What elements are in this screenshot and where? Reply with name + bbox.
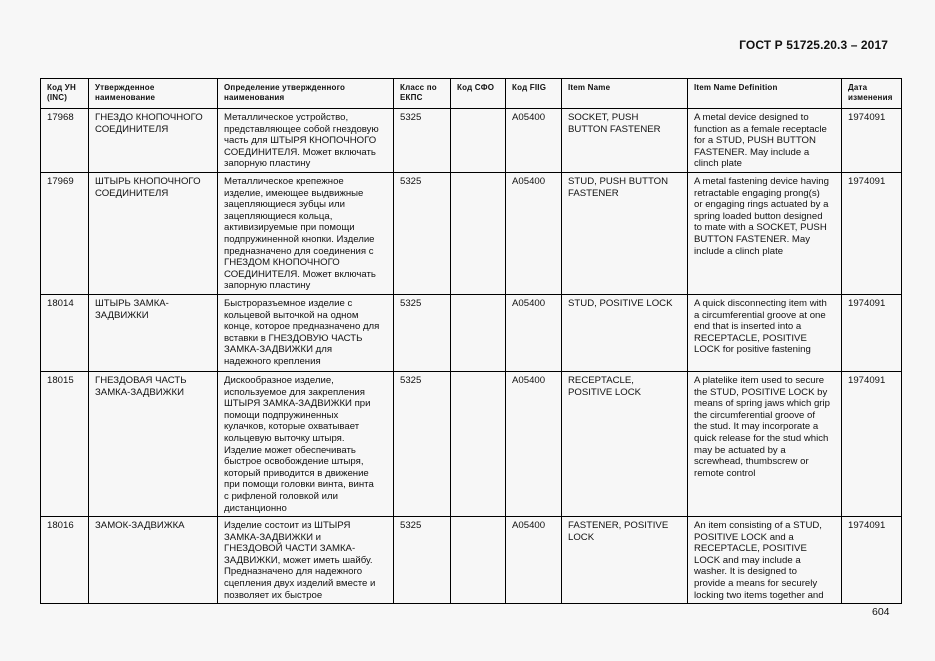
cell-change-date: 1974091	[842, 172, 902, 294]
cell-change-date: 1974091	[842, 371, 902, 516]
cell-inc-code: 17968	[41, 109, 89, 173]
cell-approved-name: ГНЕЗДО КНОПОЧНОГО СОЕДИНИТЕЛЯ	[89, 109, 218, 173]
cell-ekps-class: 5325	[394, 294, 451, 371]
page-number: 604	[872, 606, 890, 618]
header-sfo-code: Код СФО	[451, 79, 506, 109]
header-item-name: Item Name	[562, 79, 688, 109]
cell-inc-code: 18016	[41, 517, 89, 604]
cell-item-name-definition: A platelike item used to secure the STUD, POSITIVE LOCK by means of spring jaws which grip the circumferential groove of the stud. It may incorporate a quick release for the stud which may be actuated by a screwhead, thumbscrew or remote control	[688, 371, 842, 516]
cell-sfo-code	[451, 109, 506, 173]
cell-sfo-code	[451, 294, 506, 371]
cell-item-name-definition: A metal fastening device having retractable engaging prong(s) or engaging rings actuated by a spring loaded button designed to mate with a SOCKET, PUSH BUTTON FASTENER. May include a clinch plate	[688, 172, 842, 294]
cell-change-date: 1974091	[842, 109, 902, 173]
cell-fiig-code: A05400	[506, 172, 562, 294]
classification-table	[40, 78, 902, 604]
table-row	[41, 172, 902, 294]
cell-fiig-code: A05400	[506, 294, 562, 371]
cell-item-name: SOCKET, PUSH BUTTON FASTENER	[562, 109, 688, 173]
cell-approved-name: ЗАМОК-ЗАДВИЖКА	[89, 517, 218, 604]
cell-ekps-class: 5325	[394, 109, 451, 173]
header-item-name-definition: Item Name Definition	[688, 79, 842, 109]
cell-inc-code: 18015	[41, 371, 89, 516]
cell-item-name-definition: A quick disconnecting item with a circumferential groove at one end that is inserted into a RECEPTACLE, POSITIVE LOCK for positive fastening	[688, 294, 842, 371]
table-header-row	[41, 79, 902, 109]
cell-ekps-class: 5325	[394, 371, 451, 516]
cell-item-name-definition: An item consisting of a STUD, POSITIVE LOCK and a RECEPTACLE, POSITIVE LOCK and may include a washer. It is designed to provide a means for securely locking two items together and	[688, 517, 842, 604]
table-row	[41, 294, 902, 371]
cell-ekps-class: 5325	[394, 517, 451, 604]
cell-inc-code: 17969	[41, 172, 89, 294]
header-ekps-class: Класс по ЕКПС	[394, 79, 451, 109]
header-change-date: Дата изменения	[842, 79, 902, 109]
cell-approved-name-definition: Дискообразное изделие, используемое для закрепления ШТЫРЯ ЗАМКА-ЗАДВИЖКИ при помощи подпружиненных кулачков, которые охватывает кольцевую выточку штыря. Изделие может обеспечивать быстрое освобождение штыря, который приводится в движение при помощи головки винта, винта с рифленой головкой или дистанционно	[218, 371, 394, 516]
cell-sfo-code	[451, 172, 506, 294]
cell-item-name: STUD, PUSH BUTTON FASTENER	[562, 172, 688, 294]
cell-item-name: RECEPTACLE, POSITIVE LOCK	[562, 371, 688, 516]
cell-inc-code: 18014	[41, 294, 89, 371]
cell-approved-name-definition: Металлическое устройство, представляющее собой гнездовую часть для ШТЫРЯ КНОПОЧНОГО СОЕДИНИТЕЛЯ. Может включать запорную пластину	[218, 109, 394, 173]
cell-fiig-code: A05400	[506, 517, 562, 604]
table-row	[41, 109, 902, 173]
table-row	[41, 517, 902, 604]
cell-approved-name: ГНЕЗДОВАЯ ЧАСТЬ ЗАМКА-ЗАДВИЖКИ	[89, 371, 218, 516]
cell-change-date: 1974091	[842, 294, 902, 371]
cell-fiig-code: A05400	[506, 109, 562, 173]
cell-approved-name-definition: Быстроразъемное изделие с кольцевой выточкой на одном конце, которое предназначено для вставки в ГНЕЗДОВУЮ ЧАСТЬ ЗАМКА-ЗАДВИЖКИ для надежного крепления	[218, 294, 394, 371]
header-approved-name-definition: Определение утвержденного наименования	[218, 79, 394, 109]
header-inc-code: Код УН (INC)	[41, 79, 89, 109]
cell-change-date: 1974091	[842, 517, 902, 604]
cell-approved-name-definition: Металлическое крепежное изделие, имеющее выдвижные зацепляющиеся зубцы или зацепляющиеся кольца, активизируемые при помощи подпружиненной кнопки. Изделие предназначено для соединения с ГНЕЗДОМ КНОПОЧНОГО СОЕДИНИТЕЛЯ. Может включать запорную пластину	[218, 172, 394, 294]
cell-item-name: STUD, POSITIVE LOCK	[562, 294, 688, 371]
cell-approved-name: ШТЫРЬ КНОПОЧНОГО СОЕДИНИТЕЛЯ	[89, 172, 218, 294]
header-fiig-code: Код FIIG	[506, 79, 562, 109]
cell-sfo-code	[451, 517, 506, 604]
table-row	[41, 371, 902, 516]
cell-approved-name: ШТЫРЬ ЗАМКА- ЗАДВИЖКИ	[89, 294, 218, 371]
cell-fiig-code: A05400	[506, 371, 562, 516]
cell-item-name-definition: A metal device designed to function as a female receptacle for a STUD, PUSH BUTTON FASTENER. May include a clinch plate	[688, 109, 842, 173]
cell-item-name: FASTENER, POSITIVE LOCK	[562, 517, 688, 604]
cell-ekps-class: 5325	[394, 172, 451, 294]
document-code: ГОСТ Р 51725.20.3 – 2017	[739, 38, 888, 52]
cell-approved-name-definition: Изделие состоит из ШТЫРЯ ЗАМКА-ЗАДВИЖКИ и ГНЕЗДОВОЙ ЧАСТИ ЗАМКА- ЗАДВИЖКИ, может иметь шайбу. Предназначено для надежного сцепления двух изделий вместе и позволяет их быстрое	[218, 517, 394, 604]
header-approved-name: Утвержденное наименование	[89, 79, 218, 109]
cell-sfo-code	[451, 371, 506, 516]
